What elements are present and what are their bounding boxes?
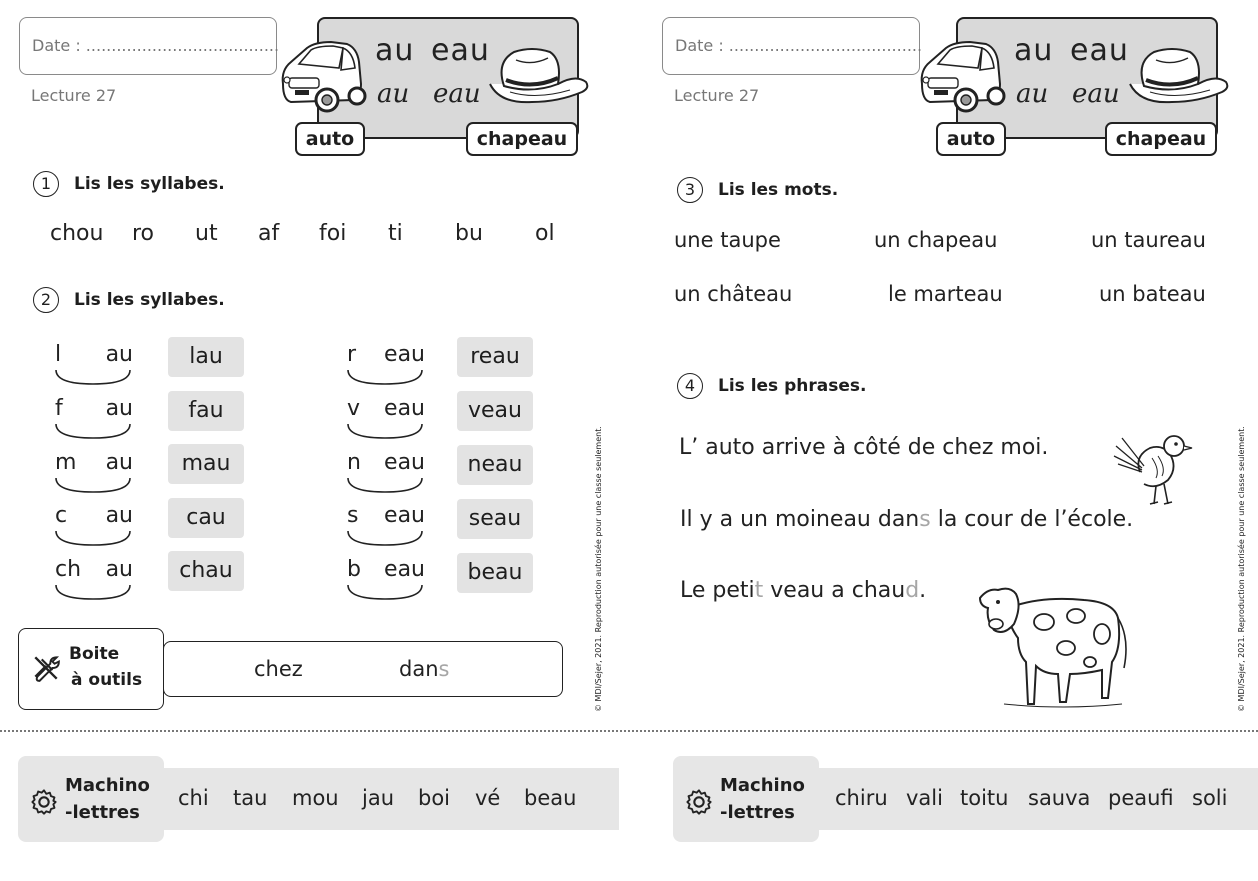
machino-word: mou (292, 786, 339, 810)
toolbox-title-2: à outils (71, 670, 143, 690)
consonant: f (55, 396, 63, 421)
machino-title-1: Machino (720, 775, 805, 796)
syllable: ti (388, 221, 403, 246)
silent-letter: t (754, 578, 764, 603)
word: une taupe (674, 228, 781, 252)
sentence-segment: veau a chau (763, 578, 906, 603)
machino-word: beau (524, 786, 577, 810)
syllable-result: neau (457, 445, 533, 485)
consonant: s (347, 503, 359, 528)
machino-tab-left (18, 756, 164, 842)
machino-word: toitu (960, 786, 1009, 810)
machino-word: tau (233, 786, 268, 810)
machino-word: vali (906, 786, 943, 810)
machino-title-2: -lettres (65, 802, 140, 823)
machino-bar-right (806, 768, 1258, 830)
machino-title-1: Machino (65, 775, 150, 796)
exercise-1-number: 1 (33, 171, 59, 197)
consonant: ch (55, 557, 82, 582)
consonant: v (347, 396, 361, 421)
lecture-label: Lecture 27 (674, 86, 760, 105)
silent-letter: s (919, 507, 931, 532)
toolbox-word-dans-main: dan (399, 657, 439, 681)
sound-cursive-au: au (377, 79, 410, 109)
syllable: bu (455, 221, 483, 246)
sentence-segment: Il y a un moineau dan (680, 507, 920, 532)
sentence-segment: . (919, 578, 927, 603)
machino-word: boi (418, 786, 451, 810)
word: un chapeau (874, 228, 998, 252)
syllable-result: fau (168, 391, 244, 431)
machino-word: vé (475, 786, 501, 810)
sentence-segment: la cour de l’école. (930, 507, 1134, 532)
syllable-result: cau (168, 498, 244, 538)
gear-icon (685, 788, 713, 816)
exercise-2-title: Lis les syllabes. (74, 290, 225, 310)
car-icon (916, 40, 1006, 114)
machino-tab-right (673, 756, 819, 842)
exercise-1-title: Lis les syllabes. (74, 174, 225, 194)
consonant: n (347, 450, 361, 475)
syllable: chou (50, 221, 104, 246)
sentence-3 (680, 578, 926, 603)
toolbox-title-1: Boite (69, 644, 120, 664)
date-field[interactable]: Date : ...................................... (19, 17, 277, 75)
silent-letter: d (905, 578, 920, 603)
vowel-sound: au (105, 503, 133, 528)
vowel-sound: eau (384, 557, 425, 582)
vowel-sound: au (105, 450, 133, 475)
date-field[interactable]: Date : ...................................... (662, 17, 920, 75)
sound-cursive-eau: eau (433, 79, 481, 109)
syllable: ut (195, 221, 218, 246)
vowel-sound: au (105, 557, 133, 582)
machino-word: chi (178, 786, 209, 810)
bird-icon (1112, 428, 1200, 508)
sound-cursive-eau: eau (1072, 79, 1120, 109)
key-word-chapeau: chapeau (1105, 122, 1217, 156)
vowel-sound: eau (384, 396, 425, 421)
gear-icon (30, 788, 58, 816)
key-word-auto: auto (295, 122, 365, 156)
vowel-sound: au (105, 396, 133, 421)
calf-icon (974, 578, 1134, 712)
syllable-result: veau (457, 391, 533, 431)
vowel-sound: au (105, 342, 133, 367)
sentence-segment: Le peti (680, 578, 755, 603)
exercise-4-number: 4 (677, 373, 703, 399)
syllable-result: reau (457, 337, 533, 377)
machino-word: soli (1192, 786, 1228, 810)
word: un taureau (1091, 228, 1206, 252)
syllable-result: chau (168, 551, 244, 591)
sound-print-au: au (375, 33, 415, 68)
lecture-label: Lecture 27 (31, 86, 117, 105)
machino-word: peaufi (1108, 786, 1174, 810)
consonant: b (347, 557, 361, 582)
syllable-result: lau (168, 337, 244, 377)
consonant: c (55, 503, 68, 528)
consonant: l (55, 342, 62, 367)
sound-print-au: au (1014, 33, 1054, 68)
exercise-2-number: 2 (33, 287, 59, 313)
exercise-3-title: Lis les mots. (718, 180, 839, 200)
copyright-text: © MDI/Sejer, 2021. Reproduction autorisée pour une classe seulement. (1237, 426, 1246, 712)
word: un bateau (1099, 282, 1206, 306)
toolbox-word-dans-mute: s (438, 657, 450, 681)
consonant: r (347, 342, 357, 367)
sentence-1 (679, 435, 1048, 460)
exercise-4-title: Lis les phrases. (718, 376, 867, 396)
key-word-auto: auto (936, 122, 1006, 156)
syllable-result: mau (168, 444, 244, 484)
sound-cursive-au: au (1016, 79, 1049, 109)
machino-title-2: -lettres (720, 802, 795, 823)
key-word-chapeau: chapeau (466, 122, 578, 156)
machino-word: sauva (1028, 786, 1091, 810)
toolbox-word-chez: chez (254, 657, 303, 681)
syllable-result: seau (457, 499, 533, 539)
copyright-text: © MDI/Sejer, 2021. Reproduction autorisée pour une classe seulement. (594, 426, 603, 712)
sentence-2 (680, 507, 1133, 532)
syllable: ro (132, 221, 155, 246)
sentence-segment: L’ auto arrive à côté de chez moi. (679, 435, 1049, 460)
hat-icon (1126, 44, 1232, 106)
sound-print-eau: eau (431, 33, 490, 68)
vowel-sound: eau (384, 450, 425, 475)
sound-print-eau: eau (1070, 33, 1129, 68)
syllable-result: beau (457, 553, 533, 593)
machino-word: chiru (835, 786, 888, 810)
word: le marteau (888, 282, 1003, 306)
vowel-sound: eau (384, 342, 425, 367)
vowel-sound: eau (384, 503, 425, 528)
cut-line (0, 730, 1258, 732)
syllable: ol (535, 221, 555, 246)
machino-bar-left (150, 768, 619, 830)
syllable: foi (319, 221, 347, 246)
exercise-3-number: 3 (677, 177, 703, 203)
machino-word: jau (362, 786, 395, 810)
consonant: m (55, 450, 77, 475)
word: un château (674, 282, 793, 306)
syllable: af (258, 221, 280, 246)
